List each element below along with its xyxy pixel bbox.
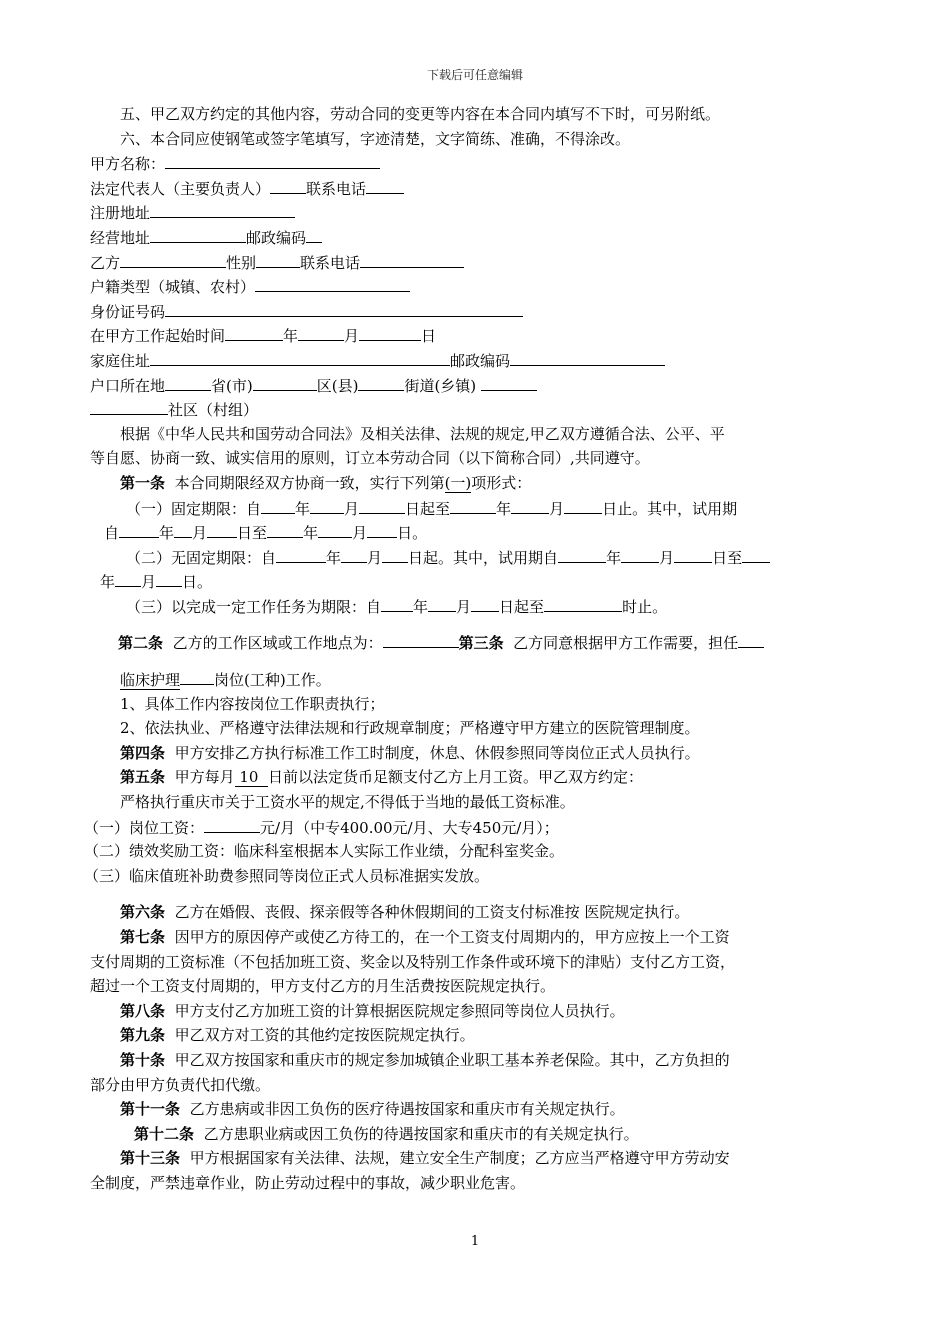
article-6: 第六条 乙方在婚假、丧假、探亲假等各种休假期间的工资支付标准按 医院规定执行。 [120, 903, 690, 922]
article-9: 第九条 甲乙双方对工资的其他约定按医院规定执行。 [120, 1026, 475, 1045]
blank-field[interactable] [381, 594, 413, 612]
contract-body [84, 102, 865, 1196]
article-3-item-1: 1、具体工作内容按岗位工作职责执行； [120, 694, 385, 713]
blank-field[interactable] [738, 630, 764, 648]
article-11: 第十一条 乙方患病或非因工负伤的医疗待遇按国家和重庆市有关规定执行。 [120, 1100, 625, 1119]
article-7-line-2: 支付周期的工资标准（不包括加班工资、奖金以及特别工作条件或环境下的津贴）支付乙方工资， [90, 952, 736, 971]
blank-field[interactable] [510, 348, 665, 366]
term-fixed-line-2: 自 年 月 日至 年 月 日。 [90, 520, 865, 545]
blank-field[interactable] [359, 496, 405, 514]
blank-field[interactable] [120, 250, 226, 268]
blank-field[interactable] [276, 545, 326, 563]
blank-field[interactable] [256, 250, 300, 268]
blank-field[interactable] [383, 630, 459, 648]
blank-field[interactable] [204, 815, 260, 833]
blank-field[interactable] [367, 520, 397, 538]
business-address-row: 经营地址 邮政编码 [90, 225, 865, 250]
blank-field[interactable] [207, 520, 237, 538]
article-3-item-2: 2、依法执业、严格遵守法律法规和行政规章制度；严格遵守甲方建立的医院管理制度。 [120, 719, 700, 738]
article-1: 第一条 本合同期限经双方协商一致，实行下列第(一)项形式： [120, 473, 532, 492]
blank-field[interactable] [306, 225, 322, 243]
blank-field[interactable] [90, 397, 168, 415]
blank-field[interactable] [358, 373, 404, 391]
blank-field[interactable] [341, 545, 367, 563]
blank-field[interactable] [382, 545, 408, 563]
blank-field[interactable] [267, 520, 303, 538]
page-number: 1 [470, 1234, 480, 1249]
blank-field[interactable] [674, 545, 712, 563]
blank-field[interactable] [270, 176, 306, 194]
blank-field[interactable] [318, 520, 352, 538]
term-task-line: （三）以完成一定工作任务为期限：自 年 月 日起至 时止。 [90, 594, 865, 619]
blank-field[interactable] [428, 594, 456, 612]
blank-field[interactable] [255, 274, 410, 292]
blank-field[interactable] [511, 496, 549, 514]
blank-field[interactable] [174, 520, 192, 538]
id-number-row: 身份证号码 [90, 299, 865, 324]
wage-item-2: （二）绩效奖励工资：临床科室根据本人实际工作业绩，分配科室奖金。 [84, 842, 565, 861]
blank-field[interactable] [558, 545, 606, 563]
article-8: 第八条 甲方支付乙方加班工资的计算根据医院规定参照同等岗位人员执行。 [120, 1001, 625, 1020]
blank-field[interactable] [165, 373, 211, 391]
blank-field[interactable] [564, 496, 602, 514]
blank-field[interactable] [119, 520, 159, 538]
blank-field[interactable] [360, 250, 464, 268]
blank-field[interactable] [165, 151, 380, 169]
blank-field[interactable] [156, 569, 182, 587]
clause-five: 五、甲乙双方约定的其他内容，劳动合同的变更等内容在本合同内填写不下时，可另附纸。 [120, 105, 721, 123]
blank-field[interactable] [298, 323, 344, 341]
term-open-line-2: 年 月 日。 [90, 569, 865, 594]
article-4: 第四条 甲方安排乙方执行标准工作工时制度，休息、休假参照同等岗位正式人员执行。 [120, 743, 700, 762]
blank-field[interactable] [225, 323, 283, 341]
article-5: 第五条 甲方每月 10 日前以法定货币足额支付乙方上月工资。甲乙双方约定： [120, 768, 644, 787]
blank-field[interactable] [366, 176, 404, 194]
basis-line-2: 等自愿、协商一致、诚实信用的原则，订立本劳动合同（以下简称合同）,共同遵守。 [90, 449, 650, 468]
article-10-line-1: 第十条 甲乙双方按国家和重庆市的规定参加城镇企业职工基本养老保险。其中，乙方负担的 [120, 1050, 730, 1069]
blank-field[interactable] [150, 200, 295, 218]
article-2-3: 第二条 乙方的工作区域或工作地点为： 第三条 乙方同意根据甲方工作需要，担任 [90, 630, 865, 655]
article-3-post: 临床护理 岗位(工种)工作。 [90, 667, 865, 692]
page-header: 下载后可任意编辑 [426, 68, 523, 82]
party-a-name-row: 甲方名称： [90, 151, 865, 176]
blank-field[interactable] [621, 545, 659, 563]
wage-item-3: （三）临床值班补助费参照同等岗位正式人员标准据实发放。 [84, 866, 490, 885]
blank-field[interactable] [261, 496, 295, 514]
article-13-line-2: 全制度，严禁违章作业，防止劳动过程中的事故，减少职业危害。 [90, 1173, 526, 1192]
blank-field[interactable] [471, 594, 499, 612]
blank-field[interactable] [481, 373, 537, 391]
article-13-line-1: 第十三条 甲方根据国家有关法律、法规，建立安全生产制度；乙方应当严格遵守甲方劳动安 [120, 1149, 730, 1168]
article-5-line-2: 严格执行重庆市关于工资水平的规定,不得低于当地的最低工资标准。 [120, 793, 575, 812]
blank-field[interactable] [359, 323, 421, 341]
article-7-line-1: 第七条 因甲方的原因停产或使乙方待工的，在一个工资支付周期内的，甲方应按上一个工资 [120, 928, 730, 946]
term-fixed-line-1: （一）固定期限：自 年 月 日起至 年 月 日止。其中，试用期 [90, 496, 865, 521]
article-10-line-2: 部分由甲方负责代扣代缴。 [90, 1075, 271, 1094]
term-open-line-1: （二）无固定期限：自 年 月 日起。其中，试用期自 年 月 日至 [90, 545, 865, 570]
wage-item-1: （一）岗位工资： 元/月（中专400.00元/月、大专450元/月）； [84, 815, 865, 840]
blank-field[interactable] [310, 496, 344, 514]
hukou-location-row: 户口所在地 省(市) 区(县) 街道(乡镇) [90, 373, 865, 398]
party-b-row: 乙方 性别 联系电话 [90, 250, 865, 275]
legal-rep-row: 法定代表人（主要负责人） 联系电话 [90, 176, 865, 201]
home-address-row: 家庭住址 邮政编码 [90, 348, 865, 373]
registered-address-row: 注册地址 [90, 200, 865, 225]
article-12: 第十二条 乙方患职业病或因工负伤的待遇按国家和重庆市的有关规定执行。 [134, 1124, 639, 1143]
hukou-type-row: 户籍类型（城镇、农村） [90, 274, 865, 299]
start-time-row: 在甲方工作起始时间 年 月 日 [90, 323, 865, 348]
community-row: 社区（村组） [90, 397, 865, 422]
blank-field[interactable] [544, 594, 622, 612]
basis-line-1: 根据《中华人民共和国劳动合同法》及相关法律、法规的规定,甲乙双方遵循合法、公平、平 [120, 424, 725, 443]
blank-field[interactable] [150, 225, 246, 243]
clause-six: 六、本合同应使钢笔或签字笔填写，字迹清楚，文字简练、准确，不得涂改。 [120, 129, 631, 148]
blank-field[interactable] [165, 299, 523, 317]
blank-field[interactable] [150, 348, 450, 366]
blank-field[interactable] [253, 373, 317, 391]
blank-field[interactable] [742, 545, 770, 563]
article-7-line-3: 超过一个工资支付周期的，甲方支付乙方的月生活费按医院规定执行。 [90, 977, 556, 996]
blank-field[interactable] [115, 569, 141, 587]
blank-field[interactable] [450, 496, 496, 514]
